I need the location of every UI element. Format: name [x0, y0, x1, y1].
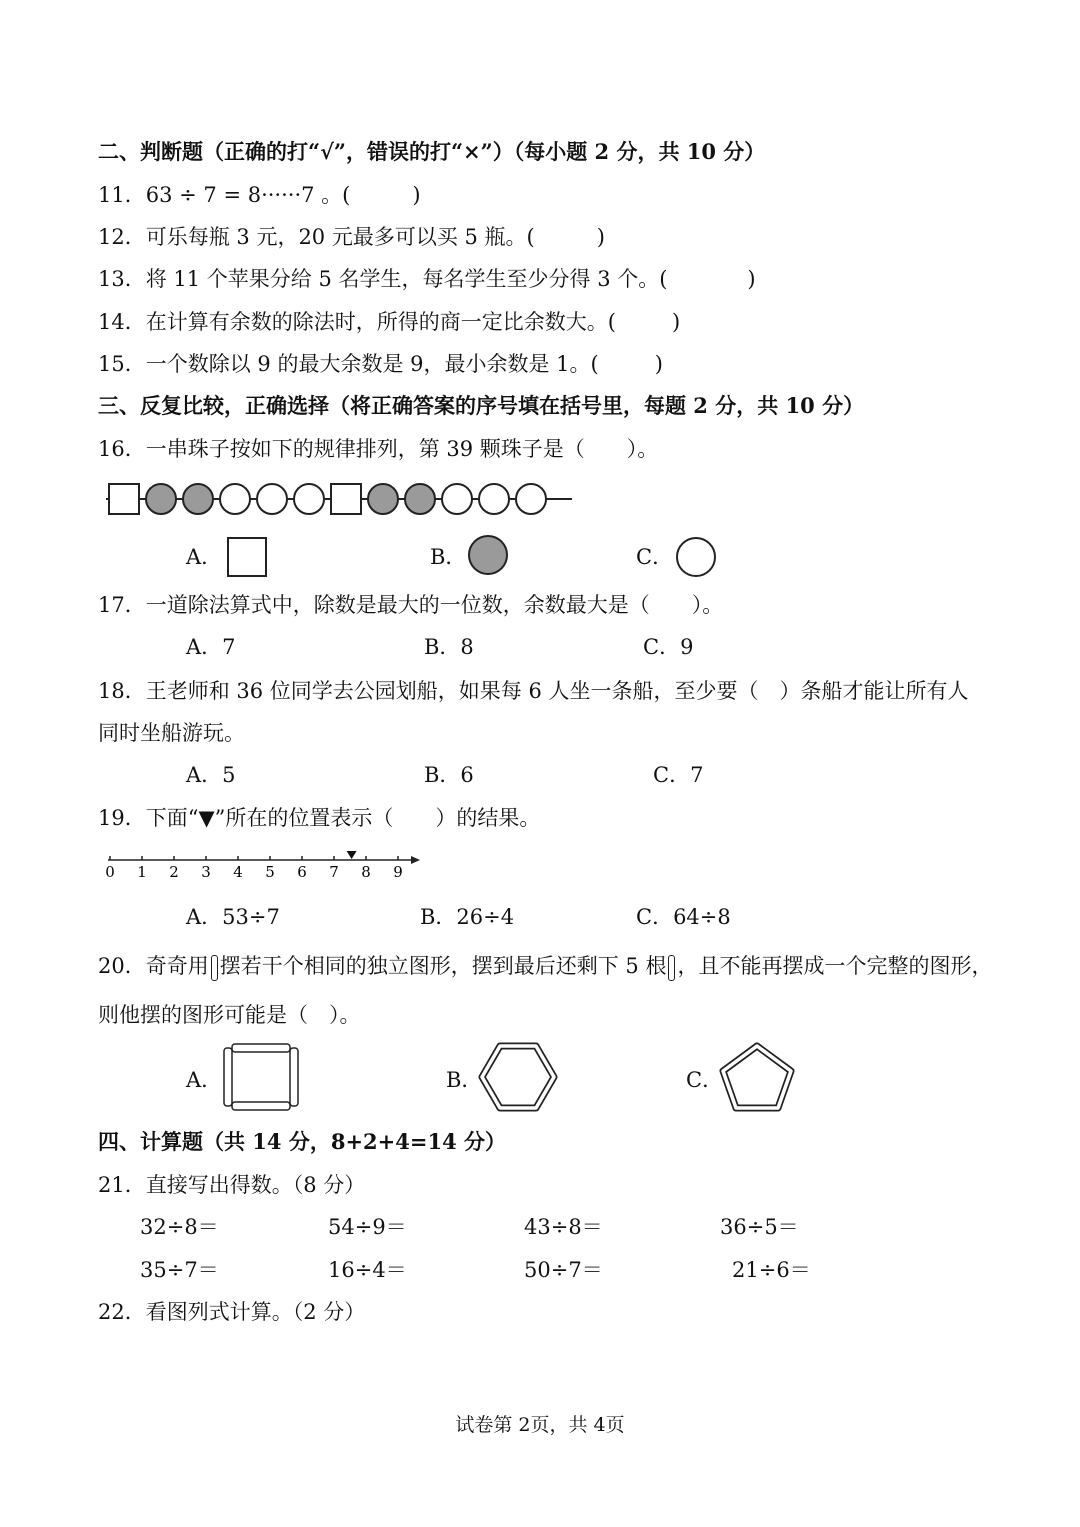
tick-label: 1	[137, 863, 147, 881]
gray-bead-icon	[466, 533, 510, 577]
page-footer: 试卷第 2页，共 4页	[455, 1414, 625, 1436]
q19-option-a: A．53÷7	[186, 905, 280, 929]
tick-label: 8	[361, 863, 371, 881]
q18-option-a: A．5	[186, 763, 236, 787]
triangle-marker-icon	[347, 851, 357, 859]
tick-label: 0	[105, 863, 115, 881]
question-20-line2: 则他摆的图形可能是（ ）。	[98, 1003, 361, 1027]
question-17: 17．一道除法算式中，除数是最大的一位数，余数最大是（ ）。	[98, 593, 724, 617]
q19-option-b: B．26÷4	[420, 905, 515, 929]
tick-label: 2	[169, 863, 179, 881]
calc-item: 54÷9＝	[328, 1215, 407, 1239]
gray-bead	[368, 484, 398, 514]
question-21: 21．直接写出得数。（8 分）	[98, 1173, 366, 1197]
stick-hexagon-icon	[478, 1040, 558, 1114]
question-18-line1: 18．王老师和 36 位同学去公园划船，如果每 6 人坐一条船，至少要（ ）条船才能让所有人	[98, 679, 969, 703]
q17-option-a: A．7	[186, 635, 236, 659]
q11-text: 11．	[98, 183, 146, 207]
white-bead	[220, 484, 250, 514]
q16-option-a-label: A．	[186, 545, 223, 569]
question-11: 11．63 ÷ 7 = 8······7 。( )	[98, 183, 421, 207]
q17-option-b: B．8	[424, 635, 474, 659]
square-bead	[331, 484, 361, 514]
question-14: 14．在计算有余数的除法时，所得的商一定比余数大。( )	[98, 310, 681, 334]
white-bead	[516, 484, 546, 514]
q16-option-c-label: C．	[636, 545, 674, 569]
calc-item: 50÷7＝	[524, 1258, 603, 1282]
tick-label: 9	[393, 863, 403, 881]
square-bead-icon	[226, 536, 270, 580]
question-18-line2: 同时坐船游玩。	[98, 721, 245, 745]
gray-bead	[183, 484, 213, 514]
calc-item: 43÷8＝	[524, 1215, 603, 1239]
question-13: 13．将 11 个苹果分给 5 名学生，每名学生至少分得 3 个。( )	[98, 267, 756, 291]
question-12: 12．可乐每瓶 3 元，20 元最多可以买 5 瓶。( )	[98, 225, 605, 249]
stick-square-icon	[218, 1040, 304, 1114]
white-bead-icon	[674, 535, 718, 579]
q19-option-c: C．64÷8	[636, 905, 731, 929]
q20-option-a-label: A．	[186, 1068, 223, 1092]
q18-option-c: C．7	[653, 763, 704, 787]
stick-icon	[668, 955, 675, 981]
bead-chain	[100, 474, 580, 524]
stick-icon	[211, 955, 218, 981]
white-bead	[479, 484, 509, 514]
section4-title: 四、计算题（共 14 分，8+2+4=14 分）	[98, 1129, 507, 1154]
calc-item: 21÷6＝	[732, 1258, 811, 1282]
tick-label: 3	[201, 863, 211, 881]
q16-option-b-label: B．	[430, 545, 467, 569]
calc-item: 32÷8＝	[140, 1215, 219, 1239]
tick-label: 7	[329, 863, 339, 881]
white-bead	[442, 484, 472, 514]
section3-title: 三、反复比较，正确选择（将正确答案的序号填在括号里，每题 2 分，共 10 分）	[98, 393, 865, 418]
gray-bead	[405, 484, 435, 514]
gray-bead	[146, 484, 176, 514]
calc-item: 36÷5＝	[720, 1215, 799, 1239]
calc-item: 16÷4＝	[328, 1258, 407, 1282]
tick-label: 4	[233, 863, 243, 881]
q20-option-b-label: B．	[446, 1068, 483, 1092]
white-bead	[257, 484, 287, 514]
stick-pentagon-icon	[718, 1040, 796, 1114]
question-15: 15．一个数除以 9 的最大余数是 9，最小余数是 1。( )	[98, 352, 663, 376]
tick-label: 5	[265, 863, 275, 881]
q18-option-b: B．6	[424, 763, 474, 787]
square-bead	[109, 484, 139, 514]
q17-option-c: C．9	[643, 635, 694, 659]
number-line	[100, 846, 430, 886]
question-20-line1: 20．奇奇用 摆若干个相同的独立图形，摆到最后还剩下 5 根 ，且不能再摆成一个完整的图形，	[98, 951, 992, 981]
tick-label: 6	[297, 863, 307, 881]
question-22: 22．看图列式计算。（2 分）	[98, 1300, 366, 1324]
section2-title: 二、判断题（正确的打“√”，错误的打“×”）（每小题 2 分，共 10 分）	[98, 139, 766, 164]
white-bead	[294, 484, 324, 514]
q20-option-c-label: C．	[686, 1068, 724, 1092]
question-16: 16．一串珠子按如下的规律排列，第 39 颗珠子是（ ）。	[98, 437, 659, 461]
question-19: 19．下面“▼”所在的位置表示（ ）的结果。	[98, 806, 541, 830]
calc-item: 35÷7＝	[140, 1258, 219, 1282]
